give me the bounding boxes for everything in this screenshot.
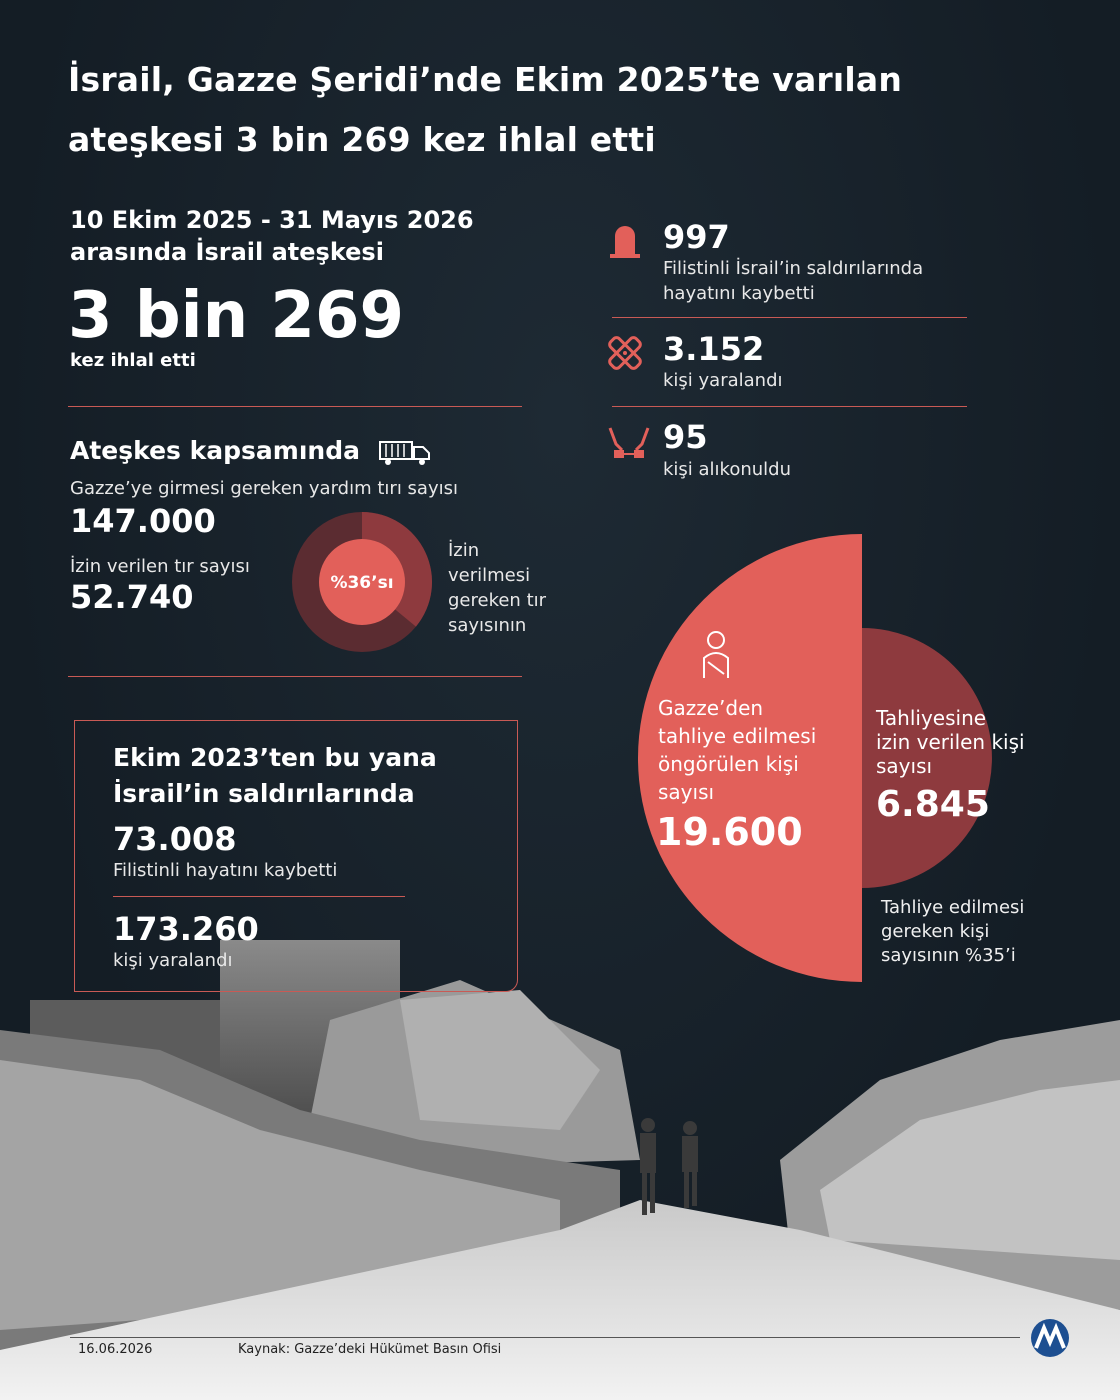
- since-2023-title-line: İsrail’in saldırılarında: [113, 779, 415, 808]
- donut-side-line: İzin: [448, 540, 480, 561]
- divider: [113, 896, 405, 897]
- footer-date: 16.06.2026: [78, 1342, 153, 1357]
- evac-line: Tahliyesine: [876, 706, 987, 730]
- evac-pct-line: Tahliye edilmesi: [881, 897, 1025, 918]
- period-line-1: 10 Ekim 2025 - 31 Mayıs 2026: [70, 206, 474, 234]
- evac-line: sayısı: [876, 754, 933, 778]
- period-line-2: arasında İsrail ateşkesi: [70, 238, 384, 266]
- page-title: [68, 50, 1028, 170]
- stat-killed-value: 997: [663, 218, 730, 256]
- ceasefire-title: Ateşkes kapsamında: [70, 436, 360, 465]
- evac-line: sayısı: [658, 780, 715, 804]
- donut-side-line: sayısının: [448, 615, 527, 636]
- title-line-2: ateşkesi 3 bin 269 kez ihlal etti: [68, 120, 656, 159]
- stat-detained-label: kişi alıkonuldu: [663, 459, 792, 480]
- donut-label: %36’sı: [330, 573, 394, 593]
- tombstone-icon: [606, 222, 644, 260]
- evac-pct-line: gereken kişi: [881, 921, 990, 942]
- allowed-trucks-label: İzin verilen tır sayısı: [70, 556, 250, 577]
- footer-source: Kaynak: Gazze’deki Hükümet Basın Ofisi: [238, 1342, 502, 1357]
- divider: [612, 317, 967, 318]
- aa-logo-icon: [1030, 1318, 1070, 1358]
- expected-evacuation-label: [658, 694, 858, 806]
- violation-count: 3 bin 269: [68, 279, 404, 353]
- rubble-scene-image: [0, 930, 1120, 1400]
- title-line-1: İsrail, Gazze Şeridi’nde Ekim 2025’te varılan: [68, 60, 903, 99]
- total-injured-value: 173.260: [113, 910, 259, 948]
- evacuation-percent-text: [881, 896, 1061, 968]
- stat-label-line: hayatını kaybetti: [663, 283, 815, 304]
- since-2023-title: [113, 740, 493, 812]
- handcuffs-icon: [606, 424, 652, 462]
- stat-label-line: Filistinli İsrail’in saldırılarında: [663, 258, 924, 279]
- truck-donut-chart: [292, 512, 432, 652]
- footer-divider: [70, 1337, 1020, 1338]
- donut-side-line: gereken tır: [448, 590, 547, 611]
- total-injured-label: kişi yaralandı: [113, 950, 233, 971]
- required-trucks-value: 147.000: [70, 502, 216, 540]
- stat-detained-value: 95: [663, 418, 708, 456]
- divider: [68, 676, 522, 677]
- divider: [612, 406, 967, 407]
- divider: [68, 406, 522, 407]
- evac-line: tahliye edilmesi: [658, 724, 817, 748]
- required-trucks-label: Gazze’ye girmesi gereken yardım tırı sayısı: [70, 478, 458, 499]
- stat-injured-label: kişi yaralandı: [663, 370, 783, 391]
- evac-line: izin verilen kişi: [876, 730, 1025, 754]
- allowed-evacuation-value: 6.845: [876, 784, 990, 825]
- evac-line: Gazze’den: [658, 696, 764, 720]
- evac-line: öngörülen kişi: [658, 752, 799, 776]
- period-heading: [70, 204, 540, 268]
- total-killed-value: 73.008: [113, 820, 237, 858]
- truck-icon: [378, 440, 432, 466]
- donut-side-text: [448, 538, 578, 638]
- expected-evacuation-value: 19.600: [656, 810, 803, 854]
- allowed-evacuation-label: [876, 706, 1046, 778]
- since-2023-title-line: Ekim 2023’ten bu yana: [113, 743, 437, 772]
- stat-injured-value: 3.152: [663, 330, 765, 368]
- allowed-trucks-value: 52.740: [70, 578, 194, 616]
- bandage-icon: [606, 334, 644, 372]
- donut-side-line: verilmesi: [448, 565, 531, 586]
- total-killed-label: Filistinli hayatını kaybetti: [113, 860, 338, 881]
- violation-suffix: kez ihlal etti: [70, 350, 196, 371]
- stat-killed-label: [663, 256, 963, 306]
- evac-pct-line: sayısının %35’i: [881, 945, 1016, 966]
